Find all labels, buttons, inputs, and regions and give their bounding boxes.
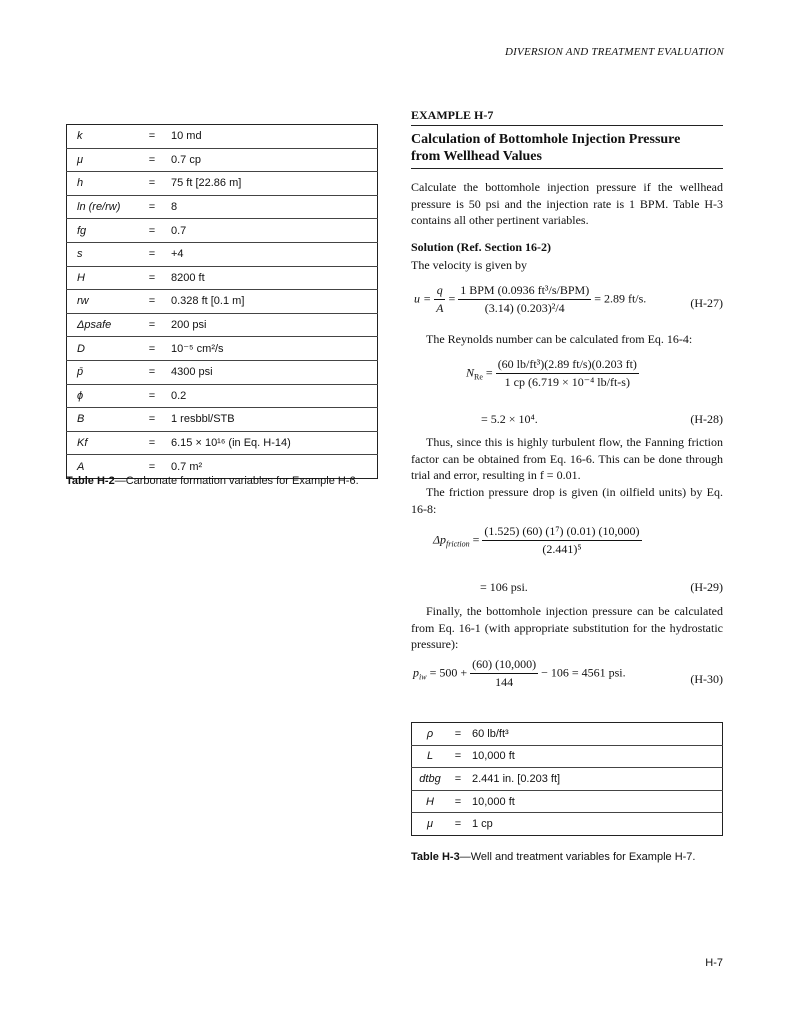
table-h2-value: 10 md	[171, 130, 202, 143]
table-h3-symbol: μ	[412, 813, 449, 836]
eq30-denominator: 144	[495, 675, 514, 689]
eq29-numerator: (1.525) (60) (1⁷) (0.01) (10,000)	[482, 524, 641, 541]
table-h3-value: 1 cp	[468, 813, 723, 836]
table-h2-row	[67, 266, 378, 290]
table-h3-symbol: dtbg	[412, 768, 449, 791]
table-h2-row	[67, 384, 378, 408]
eq28-result: = 5.2 × 10⁴.	[481, 412, 538, 426]
running-head: DIVERSION AND TREATMENT EVALUATION	[505, 46, 724, 58]
eq27-lhs: u =	[414, 291, 432, 306]
table-h3-caption-text: —Well and treatment variables for Example H-7.	[459, 851, 696, 863]
table-h3-symbol: L	[412, 745, 449, 768]
table-h2-row	[67, 172, 378, 196]
table-h3-equals: =	[448, 790, 468, 813]
example-title-line1: Calculation of Bottomhole Injection Pressure	[411, 132, 681, 147]
eq30-end: − 106 = 4561 psi.	[541, 665, 626, 680]
table-h2-value: 0.7	[165, 219, 378, 243]
table-h2-symbol: ln (re/rw)	[67, 195, 140, 219]
table-h2-caption	[66, 475, 359, 487]
table-h2-row	[67, 125, 378, 149]
eq27-result: = 2.89 ft/s.	[594, 291, 647, 306]
table-h2-row	[67, 219, 378, 243]
eq27-q: q	[434, 283, 445, 300]
table-h2-value: 1 resbbl/STB	[165, 408, 378, 432]
equation-h29: $\Delta p_{friction}$ = $\frac{\text{(1.525) (60) (1⁷) (0.01) (10,000)}}{\text{(2.441)⁵}}$	[433, 524, 640, 556]
table-h2-equals: =	[139, 313, 165, 337]
table-h2-row	[67, 195, 378, 219]
table-h2-value: 0.328 ft [0.1 m]	[165, 290, 378, 314]
table-h3-row	[412, 790, 723, 813]
table-h2-value: 75 ft [22.86 m]	[165, 172, 378, 196]
table-h2-symbol: μ	[67, 148, 140, 172]
table-h3-value: 10,000 ft	[468, 790, 723, 813]
eq30-numerator: (60) (10,000)	[470, 657, 538, 674]
eq27-number: (H-27)	[690, 296, 723, 310]
eq27-denominator: (3.14) (0.203)²/4	[484, 301, 565, 315]
table-h2	[66, 124, 378, 479]
table-h2-equals: =	[139, 431, 165, 455]
table-h2-row	[67, 337, 378, 361]
eq28-denominator: 1 cp (6.719 × 10⁻⁴ lb/ft-s)	[504, 375, 630, 389]
final-paragraph: Finally, the bottomhole injection pressure can be calculated from Eq. 16-1 (with appropriate substitution for the hydrostatic pressure):	[411, 604, 723, 651]
table-h2-symbol: rw	[67, 290, 140, 314]
eq28-lhs: N	[466, 365, 475, 380]
table-h2-equals: =	[139, 219, 165, 243]
table-h2-equals: =	[139, 290, 165, 314]
table-h2-symbol: ϕ	[67, 384, 140, 408]
table-h3-symbol: ρ	[426, 727, 434, 740]
table-h2-value: 0.2	[165, 384, 378, 408]
table-h3-caption	[411, 851, 695, 863]
example-title-line2: from Wellhead Values	[411, 149, 542, 164]
table-h2-row	[67, 313, 378, 337]
table-h2-equals: =	[139, 384, 165, 408]
eq29-denominator: (2.441)⁵	[542, 542, 582, 556]
table-h2-row	[67, 148, 378, 172]
table-h3-equals: =	[448, 768, 468, 791]
table-h2-row	[67, 408, 378, 432]
table-h2-symbol: Δpsafe	[67, 313, 140, 337]
equation-h28-result	[481, 412, 723, 427]
table-h2-equals: =	[148, 130, 156, 143]
table-h3-row	[412, 813, 723, 836]
table-h3-caption-label: Table H-3	[411, 851, 460, 863]
intro-paragraph: Calculate the bottomhole injection pressure if the wellhead pressure is 50 psi and the injection rate is 1 BPM. Table H-3 contains all other pertinent variables.	[411, 180, 723, 227]
table-h2-symbol: s	[67, 242, 140, 266]
table-h2-equals: =	[139, 360, 165, 384]
table-h2-symbol: H	[67, 266, 140, 290]
table-h2-caption-text: —Carbonate formation variables for Example H-6.	[114, 475, 359, 487]
table-h3-row	[412, 745, 723, 768]
table-h3-value: 10,000 ft	[468, 745, 723, 768]
table-h2-caption-label: Table H-2	[66, 475, 115, 487]
table-h2-value: 8	[165, 195, 378, 219]
table-h2-value: 10⁻⁵ cm²/s	[165, 337, 378, 361]
table-h2-equals: =	[139, 408, 165, 432]
eq27-numerator: 1 BPM (0.0936 ft³/s/BPM)	[458, 283, 591, 300]
velocity-text: The velocity is given by	[411, 258, 527, 272]
table-h3-value: 60 lb/ft³	[472, 727, 509, 740]
table-h2-value: 0.7 cp	[165, 148, 378, 172]
eq30-lhs: p	[413, 665, 419, 680]
friction-paragraph: Thus, since this is highly turbulent flow, the Fanning friction factor can be obtained from Eq. 16-6. This can be done through trial and error, resulting in f = 0.01.	[411, 435, 723, 482]
table-h2-row	[67, 290, 378, 314]
table-h2-equals: =	[139, 455, 165, 479]
table-h2-value: 6.15 × 10¹⁶ (in Eq. H-14)	[165, 431, 378, 455]
table-h3	[411, 722, 723, 836]
table-h2-row	[67, 242, 378, 266]
table-h2-equals: =	[139, 337, 165, 361]
table-h3-symbol: H	[412, 790, 449, 813]
table-h2-symbol: D	[67, 337, 140, 361]
eq27-A: A	[436, 301, 444, 315]
solution-heading: Solution (Ref. Section 16-2)	[411, 240, 551, 254]
table-h2-row	[67, 360, 378, 384]
table-h3-row	[412, 723, 723, 746]
table-h2-symbol: h	[67, 172, 140, 196]
equation-h27: u = $\frac{q}{A}$ = $\frac{\text{1 BPM (0.0936 ft³/s/BPM)}}{\text{(3.14) (0.203)²/4}}$ = 2.89 ft/s. (H-27)	[414, 283, 723, 315]
table-h3-equals: =	[448, 745, 468, 768]
table-h2-symbol: B	[67, 408, 140, 432]
page-number: H-7	[705, 957, 723, 969]
example-title	[411, 131, 680, 165]
pressure-drop-paragraph: The friction pressure drop is given (in oilfield units) by Eq. 16-8:	[411, 485, 723, 516]
table-h2-symbol: A	[67, 455, 140, 479]
table-h2-symbol: fg	[67, 219, 140, 243]
eq30-number: (H-30)	[690, 672, 723, 686]
eq30-lhs-sub: iw	[419, 672, 427, 682]
table-h3-equals: =	[448, 813, 468, 836]
eq28-numerator: (60 lb/ft³)(2.89 ft/s)(0.203 ft)	[496, 357, 639, 374]
table-h3-equals: =	[454, 727, 462, 740]
table-h2-equals: =	[139, 195, 165, 219]
example-label: EXAMPLE H-7	[411, 108, 494, 122]
table-h3-row	[412, 768, 723, 791]
rule-top	[411, 125, 723, 126]
eq29-number: (H-29)	[690, 580, 723, 594]
equation-h30	[413, 657, 723, 701]
eq28-lhs-sub: Re	[474, 372, 483, 382]
reynolds-text: The Reynolds number can be calculated from Eq. 16-4:	[426, 332, 693, 346]
table-h2-value: 200 psi	[165, 313, 378, 337]
table-h2-symbol: k	[77, 130, 83, 143]
table-h2-equals: =	[139, 242, 165, 266]
table-h2-equals: =	[139, 148, 165, 172]
table-h2-value: 0.7 m²	[165, 455, 378, 479]
equation-h28: $N_{Re}$ = $\frac{\text{(60 lb/ft³)(2.89 ft/s)(0.203 ft)}}{\text{1 cp (6.719 × 10⁻⁴ lb/ft-s)}}$	[466, 357, 637, 389]
table-h2-row	[67, 431, 378, 455]
rule-title	[411, 168, 723, 169]
eq29-lhs-sub: friction	[446, 539, 470, 549]
table-h2-value: 4300 psi	[165, 360, 378, 384]
table-h2-value: +4	[165, 242, 378, 266]
equation-h29-result	[480, 580, 723, 595]
eq28-number: (H-28)	[690, 412, 723, 426]
eq29-lhs: Δp	[433, 532, 447, 547]
table-h2-symbol: Kf	[67, 431, 140, 455]
eq30-start: = 500 +	[429, 665, 468, 680]
table-h2-symbol: p̄	[67, 360, 140, 384]
eq29-result: = 106 psi.	[480, 580, 528, 594]
table-h2-equals: =	[139, 172, 165, 196]
table-h3-value: 2.441 in. [0.203 ft]	[468, 768, 723, 791]
table-h2-value: 8200 ft	[165, 266, 378, 290]
table-h2-equals: =	[139, 266, 165, 290]
